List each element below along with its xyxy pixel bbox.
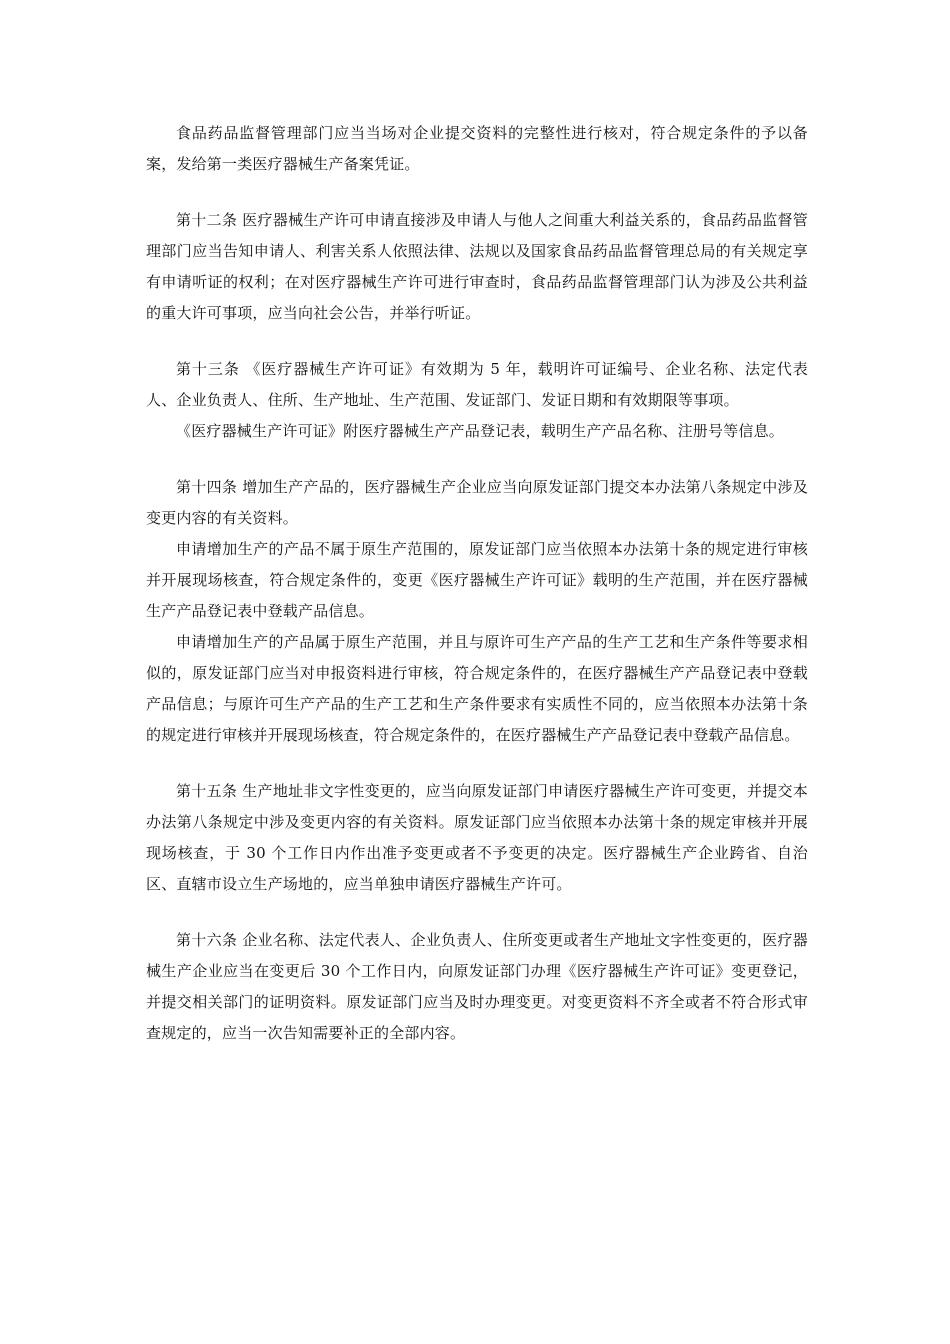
paragraph-spacer <box>146 329 808 354</box>
paragraph-spacer <box>146 180 808 205</box>
paragraph-article-14-outside-scope: 申请增加生产的产品不属于原生产范围的，原发证部门应当依照本办法第十条的规定进行审核并开展现场核查，符合规定条件的，变更《医疗器械生产许可证》载明的生产范围，并在医疗器械生产产品登记表中登载产品信息。 <box>146 540 808 620</box>
paragraph-article-16: 第十六条 企业名称、法定代表人、企业负责人、住所变更或者生产地址文字性变更的，医疗器械生产企业应当在变更后 30 个工作日内，向原发证部门办理《医疗器械生产许可证》变更登记，并提交相关部门的证明资料。原发证部门应当及时办理变更。对变更资料不齐全或者不符合形式审查规定的，应当一次告知需要补正的全部内容。 <box>146 931 808 1042</box>
paragraph-spacer <box>146 447 808 472</box>
paragraph-article-13-attachment: 《医疗器械生产许可证》附医疗器械生产产品登记表，载明生产产品名称、注册号等信息。 <box>176 422 785 440</box>
paragraph-spacer <box>146 900 808 925</box>
paragraph-article-12: 第十二条 医疗器械生产许可申请直接涉及申请人与他人之间重大利益关系的，食品药品监督管理部门应当告知申请人、利害关系人依照法律、法规以及国家食品药品监督管理总局的有关规定享有申请听证的权利；在对医疗器械生产许可进行审查时，食品药品监督管理部门认为涉及公共利益的重大许可事项，应当向社会公告，并举行听证。 <box>146 211 808 322</box>
paragraph-article-14-within-scope: 申请增加生产的产品属于原生产范围，并且与原许可生产产品的生产工艺和生产条件等要求相似的，原发证部门应当对申报资料进行审核，符合规定条件的，在医疗器械生产产品登记表中登载产品信息；与原许可生产产品的生产工艺和生产条件要求有实质性不同的，应当依照本办法第十条的规定进行审核并开展现场核查，符合规定条件的，在医疗器械生产产品登记表中登载产品信息。 <box>146 633 808 744</box>
paragraph-article-15: 第十五条 生产地址非文字性变更的，应当向原发证部门申请医疗器械生产许可变更，并提交本办法第八条规定中涉及变更内容的有关资料。原发证部门应当依照本办法第十条的规定审核并开展现场核查，于 30 个工作日内作出准予变更或者不予变更的决定。医疗器械生产企业跨省、自治区、直辖市设立生产场地的，应当单独申请医疗器械生产许可。 <box>146 782 808 893</box>
paragraph-filing-verification: 食品药品监督管理部门应当当场对企业提交资料的完整性进行核对，符合规定条件的予以备案，发给第一类医疗器械生产备案凭证。 <box>146 124 808 173</box>
paragraph-spacer <box>146 751 808 776</box>
paragraph-article-13: 第十三条 《医疗器械生产许可证》有效期为 5 年，载明许可证编号、企业名称、法定代表人、企业负责人、住所、生产地址、生产范围、发证部门、发证日期和有效期限等事项。 <box>146 360 808 409</box>
document-body <box>146 118 808 1049</box>
paragraph-article-14: 第十四条 增加生产产品的，医疗器械生产企业应当向原发证部门提交本办法第八条规定中涉及变更内容的有关资料。 <box>146 478 808 527</box>
